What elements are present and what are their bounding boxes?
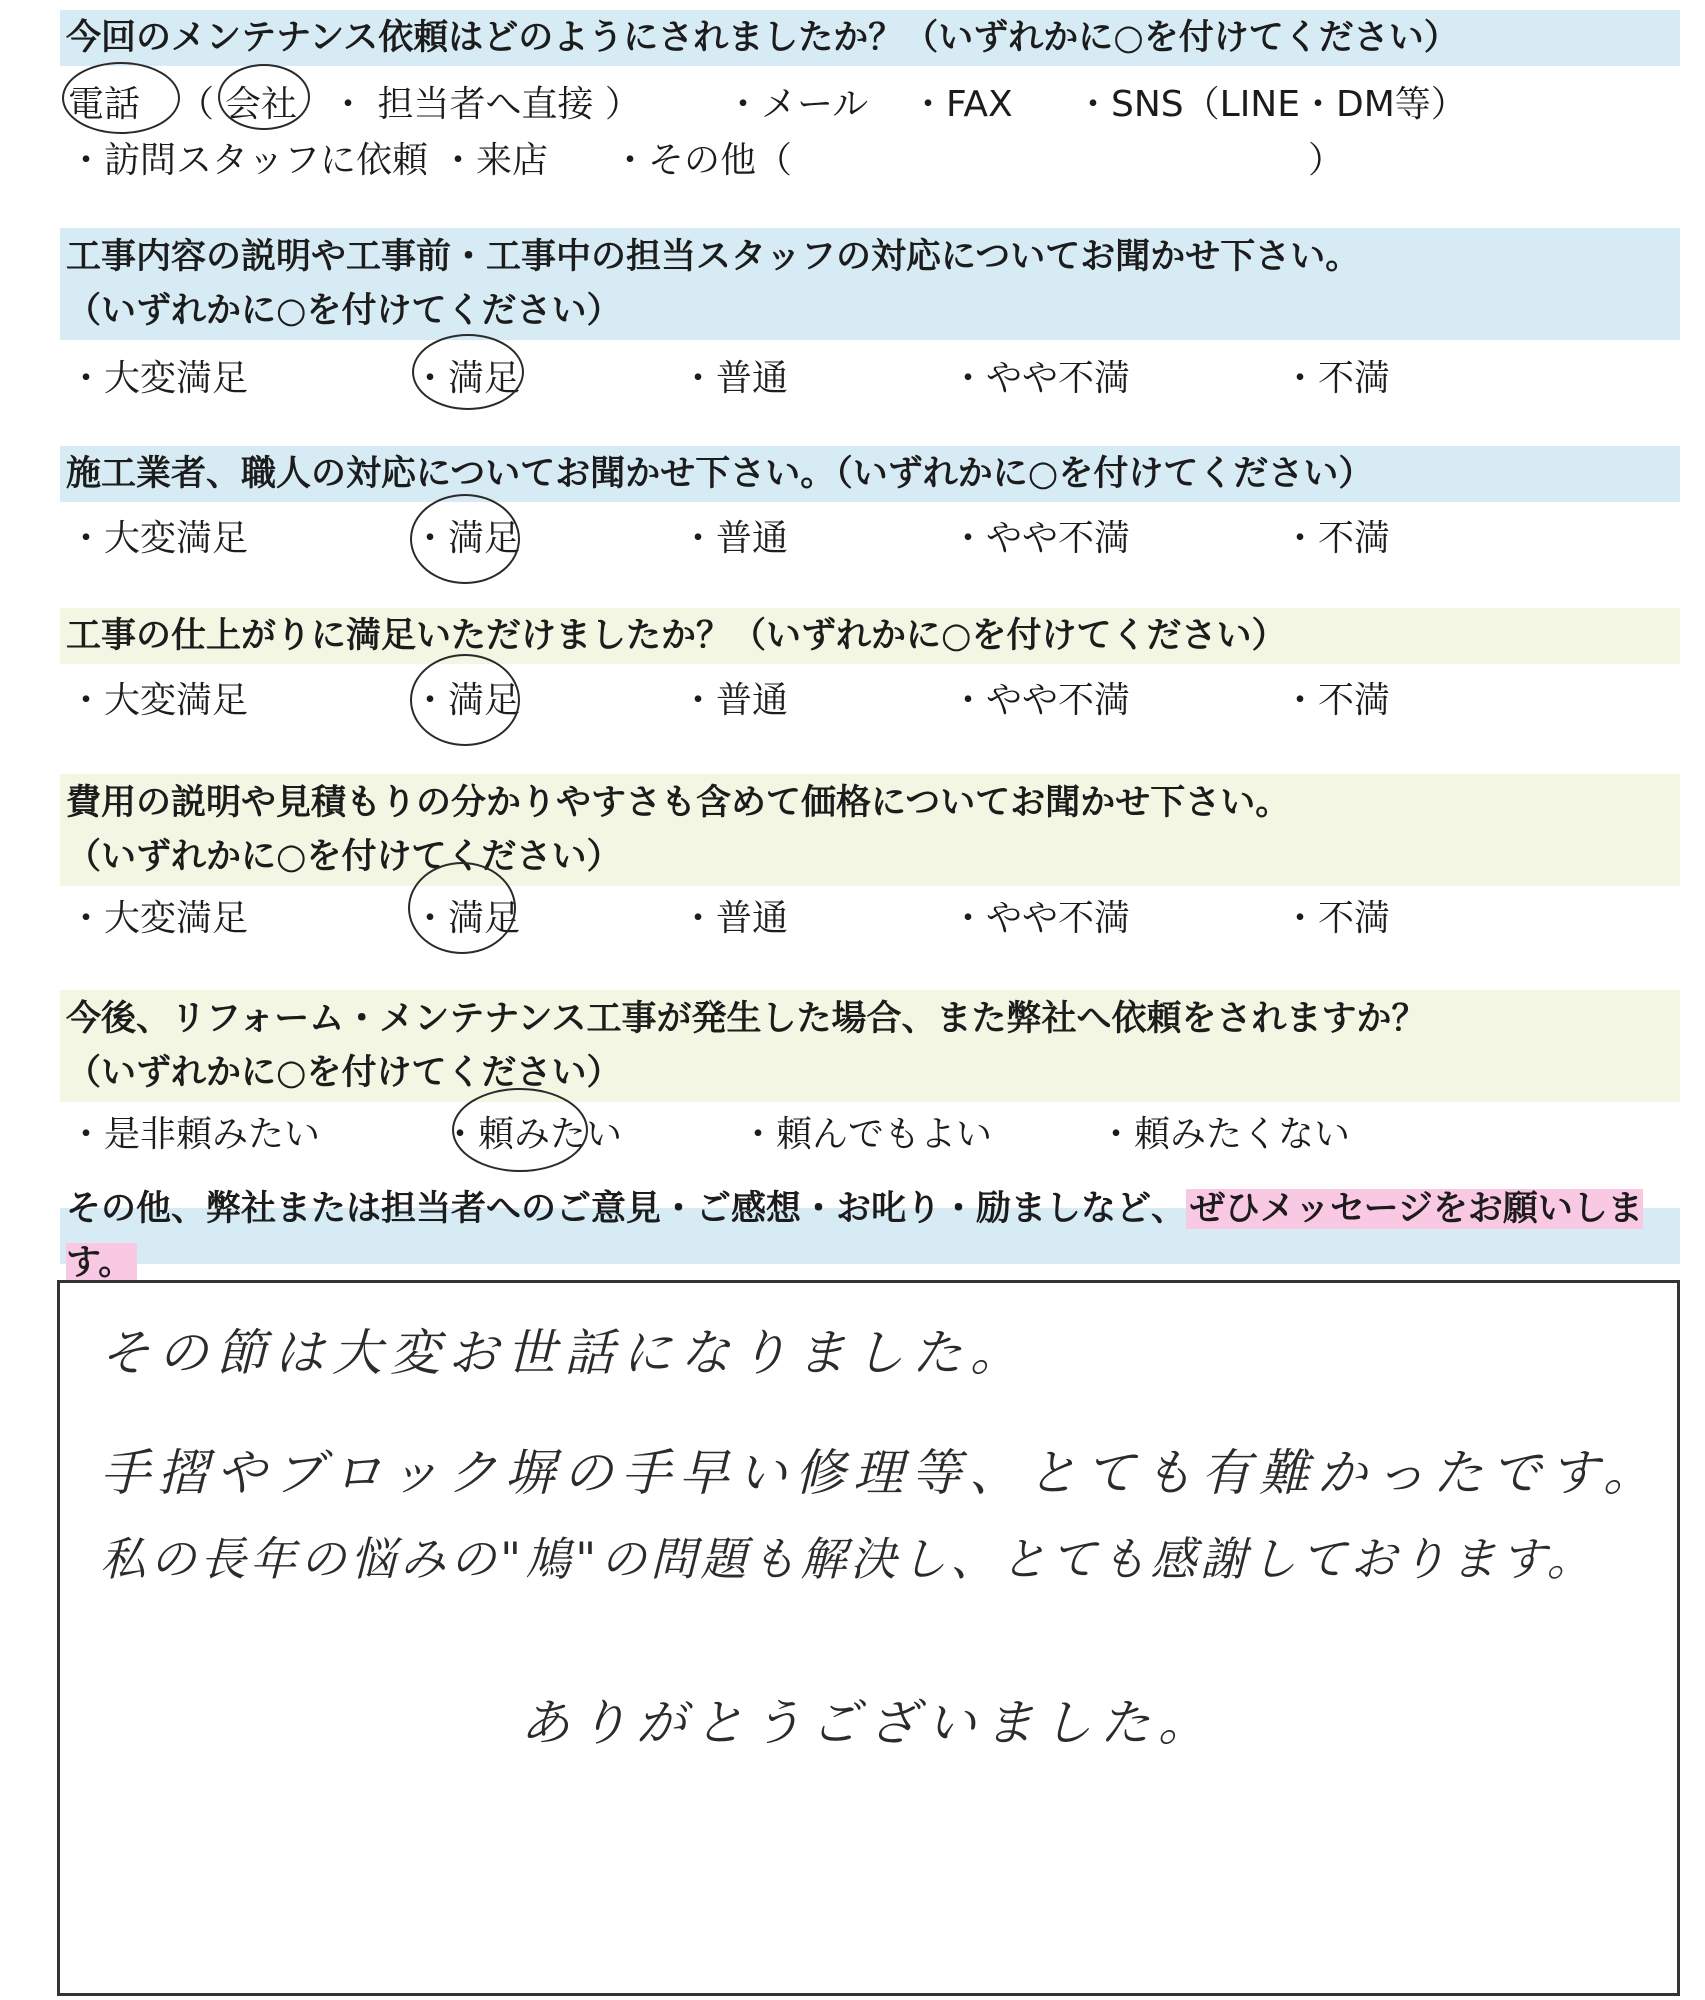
q1-option-mail: ・メール [725,84,869,125]
q2-option-unsatisfied: ・不満 [1282,358,1391,399]
q3-heading-band [60,446,1680,502]
q1-title: 今回のメンテナンス依頼はどのようにされましたか？（いずれかに○を付けてください） [66,18,1459,58]
q5-option-very-satisfied: ・大変満足 [68,898,249,939]
q5-option-unsatisfied: ・不満 [1282,898,1391,939]
q3-option-very-satisfied: ・大変満足 [68,518,249,559]
q6-option-no: ・頼みたくない [1098,1114,1351,1155]
q3-option-satisfied: ・満足 [412,518,521,559]
q6-title-line2: （いずれかに○を付けてください） [66,1053,622,1093]
q4-title: 工事の仕上がりに満足いただけましたか？（いずれかに○を付けてください） [66,616,1287,656]
message-line-1: その節は大変お世話になりました。 [100,1324,1028,1382]
q5-option-slightly-unsatisfied: ・やや不満 [950,898,1131,939]
message-line-3: 私の長年の悩みの"鳩"の問題も解決し、とても感謝しております。 [100,1532,1597,1586]
q3-option-normal: ・普通 [680,518,789,559]
q4-option-slightly-unsatisfied: ・やや不満 [950,680,1131,721]
q4-option-very-satisfied: ・大変満足 [68,680,249,721]
q2-title-line2: （いずれかに○を付けてください） [66,291,622,331]
q1-option-other-close: ） [1308,140,1345,181]
q5-option-normal: ・普通 [680,898,789,939]
q6-option-want-to: ・頼みたい [442,1114,623,1155]
q4-option-normal: ・普通 [680,680,789,721]
message-line-2: 手摺やブロック塀の手早い修理等、とても有難かったです。 [100,1444,1661,1502]
q5-heading-band [60,774,1680,886]
q1-option-company: 会社 [225,84,298,125]
q4-heading-band [60,608,1680,664]
q1-option-direct: ・ 担当者へ直接 ） [330,84,641,125]
q2-option-slightly-unsatisfied: ・やや不満 [950,358,1131,399]
q4-option-unsatisfied: ・不満 [1282,680,1391,721]
q1-option-sns: ・SNS（LINE・DM等） [1075,84,1467,125]
q1-option-store: ・来店 [440,140,549,181]
q3-option-slightly-unsatisfied: ・やや不満 [950,518,1131,559]
q1-option-other: ・その他（ [612,140,793,181]
q2-option-very-satisfied: ・大変満足 [68,358,249,399]
q7-title-highlight: ぜひメッセージをお願いします。 [66,1189,1643,1283]
q1-option-visit-staff: ・訪問スタッフに依頼 [68,140,429,181]
q6-option-definitely: ・是非頼みたい [68,1114,321,1155]
q6-option-maybe: ・頼んでもよい [740,1114,993,1155]
q1-paren-open: （ [178,84,215,125]
q5-option-satisfied: ・満足 [412,898,521,939]
q3-option-unsatisfied: ・不満 [1282,518,1391,559]
q7-title-prefix: その他、弊社または担当者へのご意見・ご感想・お叱り・励ましなど、 [66,1189,1187,1229]
q5-title-line1: 費用の説明や見積もりの分かりやすさも含めて価格についてお聞かせ下さい。 [66,783,1291,823]
message-box [57,1280,1680,1996]
message-line-4: ありがとうございました。 [520,1694,1216,1752]
q2-title-line1: 工事内容の説明や工事前・工事中の担当スタッフの対応についてお聞かせ下さい。 [66,237,1361,277]
q6-title-line1: 今後、リフォーム・メンテナンス工事が発生した場合、また弊社へ依頼をされますか？ [66,999,1427,1039]
q2-option-satisfied: ・満足 [412,358,521,399]
q1-option-fax: ・FAX [910,84,1013,125]
q2-option-normal: ・普通 [680,358,789,399]
q4-option-satisfied: ・満足 [412,680,521,721]
q6-heading-band [60,990,1680,1102]
q2-heading-band [60,228,1680,340]
q3-title: 施工業者、職人の対応についてお聞かせ下さい。（いずれかに○を付けてください） [66,454,1374,494]
q1-option-phone: 電話 [68,84,141,125]
q5-title-line2: （いずれかに○を付けてください） [66,837,622,877]
q7-heading-band [60,1189,1680,1283]
q1-heading-band [60,10,1680,66]
